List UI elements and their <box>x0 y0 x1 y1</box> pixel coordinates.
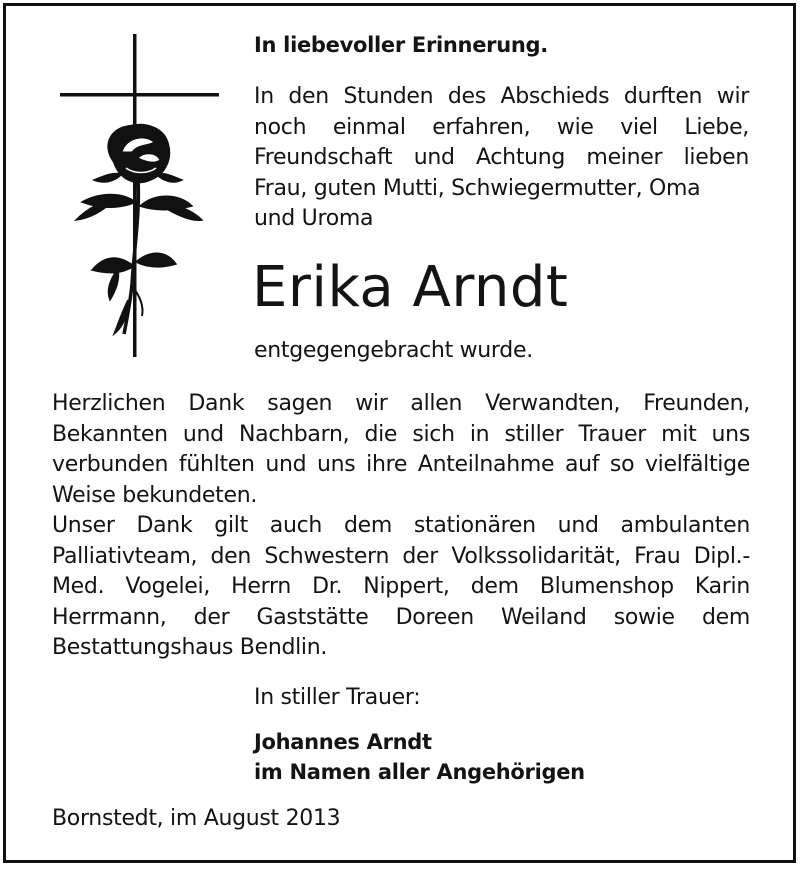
intro-text <box>254 82 749 235</box>
after-name-text: entgegengebracht wurde. <box>254 338 533 363</box>
rose-icon <box>76 125 202 334</box>
intro-main: In den Stunden des Abschieds durften wir noch einmal erfahren, wie viel Liebe, Freundschaft und Achtung meiner lieben Frau, guten Mutti, Schwiegermutter, Oma <box>254 84 749 201</box>
cross-with-rose-icon <box>52 34 222 359</box>
signatory-block <box>254 727 585 787</box>
signatory-note: im Namen aller Angehörigen <box>254 760 585 784</box>
notice-heading: In liebevoller Erinnerung. <box>254 33 548 57</box>
thanks-text <box>52 389 750 664</box>
intro-last-line: und Uroma <box>254 206 374 231</box>
place-date: Bornstedt, im August 2013 <box>52 806 341 831</box>
sign-intro: In stiller Trauer: <box>254 685 421 710</box>
deceased-name: Erika Arndt <box>252 255 569 320</box>
thanks-paragraph-1: Herzlichen Dank sagen wir allen Verwandten, Freunden, Bekannten und Nachbarn, die sich in stiller Trauer mit uns verbunden fühlten und uns ihre Anteilnahme auf so vielfältige Weise bekundeten. <box>52 391 750 508</box>
signatory-name: Johannes Arndt <box>254 730 432 754</box>
thanks-paragraph-2: Unser Dank gilt auch dem stationären und ambulanten Palliativteam, den Schwestern der Volkssolidarität, Frau Dipl.-Med. Vogelei, Herrn Dr. Nippert, dem Blumenshop Karin Herrmann, der Gaststätte Doreen Weiland sowie dem Bestattungshaus Bendlin. <box>52 513 750 660</box>
